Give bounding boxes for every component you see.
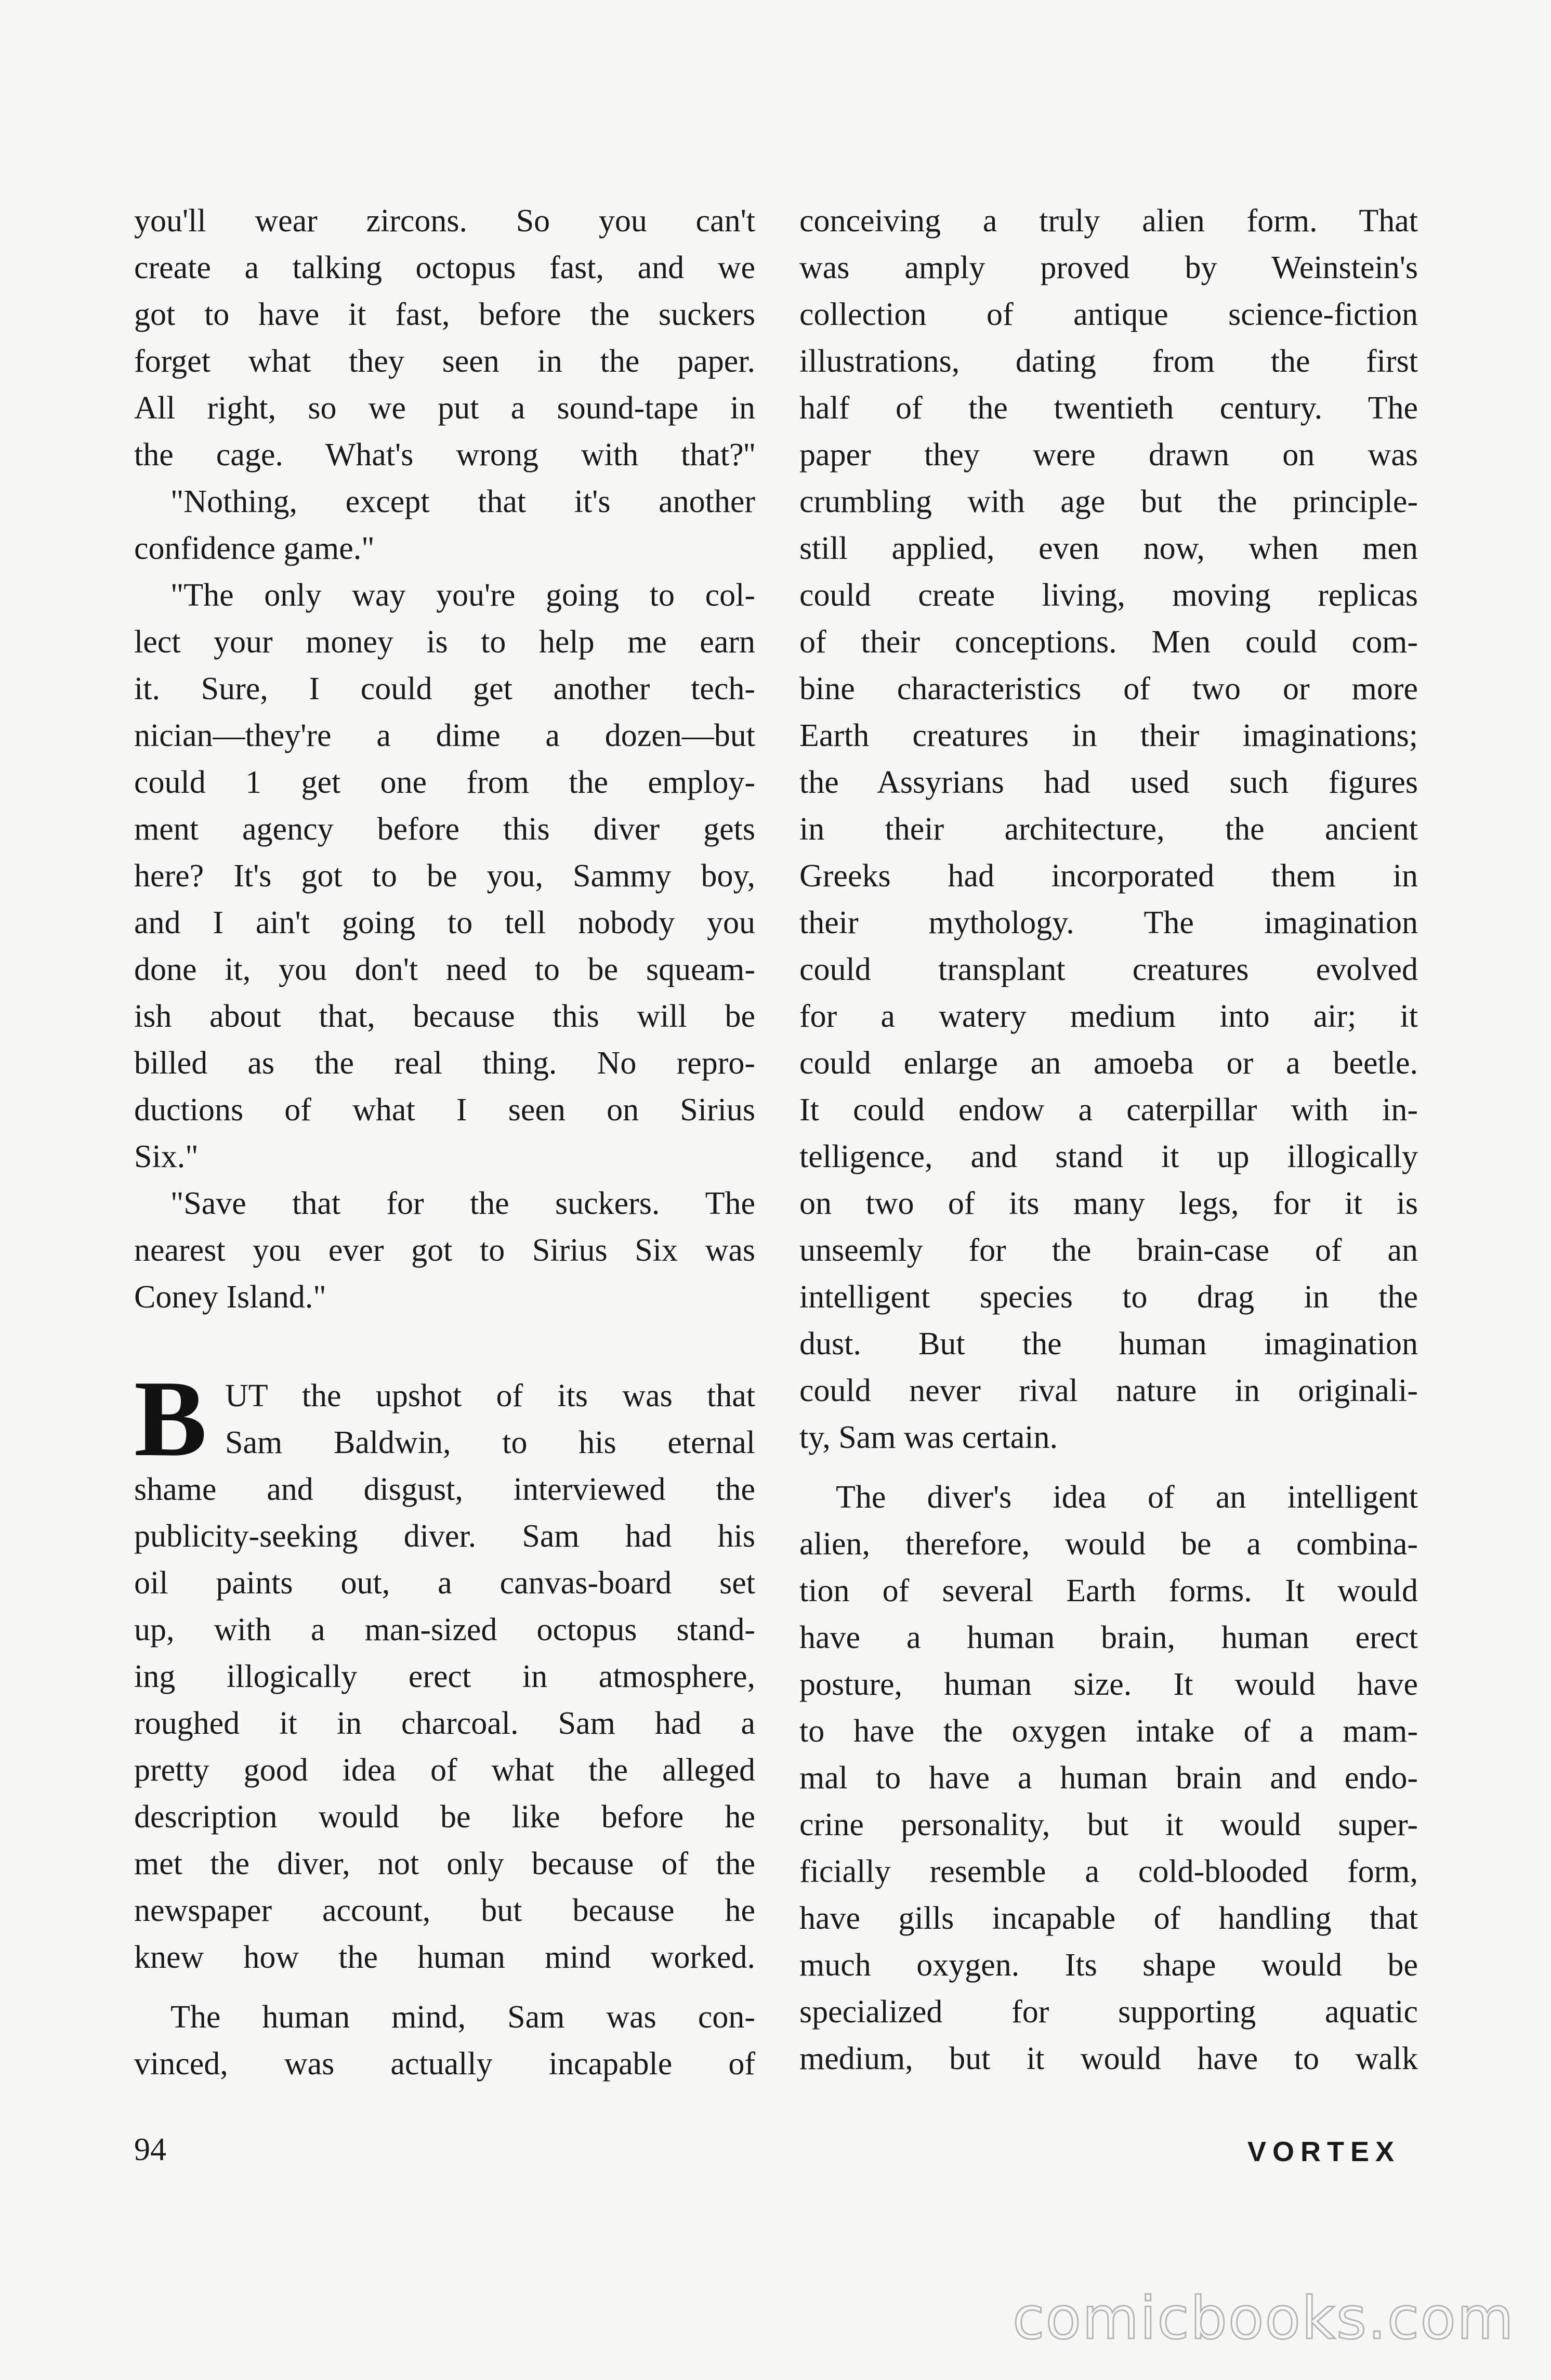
text-line: up, with a man-sized octopus stand- bbox=[134, 1612, 755, 1647]
text-line: intelligent species to drag in the bbox=[799, 1279, 1418, 1315]
text-line: "Nothing, except that it's another bbox=[170, 484, 755, 519]
text-line: dust. But the human imagination bbox=[799, 1326, 1418, 1362]
paragraph bbox=[134, 1994, 755, 2087]
text-line: ficially resemble a cold-blooded form, bbox=[799, 1854, 1418, 1889]
text-line: "The only way you're going to col- bbox=[170, 578, 755, 613]
text-line: have gills incapable of handling that bbox=[799, 1901, 1418, 1936]
text-line: illustrations, dating from the first bbox=[799, 344, 1418, 379]
text-line: the cage. What's wrong with that?'' bbox=[134, 437, 755, 473]
paragraph bbox=[134, 478, 755, 572]
left-column bbox=[134, 198, 755, 2087]
watermark-logo: comicbooks.com bbox=[1012, 2285, 1515, 2352]
text-line: The diver's idea of an intelligent bbox=[836, 1480, 1418, 1515]
text-line: crumbling with age but the principle- bbox=[799, 484, 1418, 519]
text-line: could create living, moving replicas bbox=[799, 578, 1418, 613]
text-line: oil paints out, a canvas-board set bbox=[134, 1565, 755, 1601]
text-line: lect your money is to help me earn bbox=[134, 624, 755, 660]
text-line: unseemly for the brain-case of an bbox=[799, 1233, 1418, 1268]
text-line: bine characteristics of two or more bbox=[799, 671, 1418, 707]
text-line: ductions of what I seen on Sirius bbox=[134, 1092, 755, 1128]
text-line: billed as the real thing. No repro- bbox=[134, 1045, 755, 1081]
paragraph bbox=[134, 572, 755, 1180]
text-line: their mythology. The imagination bbox=[799, 905, 1418, 940]
text-line: It could endow a caterpillar with in- bbox=[799, 1092, 1418, 1128]
text-line: forget what they seen in the paper. bbox=[134, 344, 755, 379]
text-line: ment agency before this diver gets bbox=[134, 812, 755, 847]
text-line: description would be like before he bbox=[134, 1799, 755, 1835]
text-line: shame and disgust, interviewed the bbox=[134, 1472, 755, 1507]
page-number: 94 bbox=[134, 2132, 166, 2167]
text-line: you'll wear zircons. So you can't bbox=[134, 203, 755, 239]
text-line: confidence game." bbox=[134, 531, 375, 566]
paragraph bbox=[134, 198, 755, 478]
text-line: crine personality, but it would super- bbox=[799, 1807, 1418, 1842]
text-line: got to have it fast, before the suckers bbox=[134, 297, 755, 332]
text-line: the Assyrians had used such figures bbox=[799, 765, 1418, 800]
text-line: met the diver, not only because of the bbox=[134, 1846, 755, 1881]
text-line: mal to have a human brain and endo- bbox=[799, 1760, 1418, 1796]
text-line: nician—they're a dime a dozen—but bbox=[134, 718, 755, 753]
magazine-title: VORTEX bbox=[1247, 2136, 1400, 2167]
text-line: create a talking octopus fast, and we bbox=[134, 250, 755, 285]
text-line: alien, therefore, would be a combina- bbox=[799, 1526, 1418, 1562]
text-line: Greeks had incorporated them in bbox=[799, 858, 1418, 894]
text-line: here? It's got to be you, Sammy boy, bbox=[134, 858, 755, 894]
text-line: much oxygen. Its shape would be bbox=[799, 1947, 1418, 1983]
text-line: ty, Sam was certain. bbox=[799, 1420, 1058, 1455]
text-line: ing illogically erect in atmosphere, bbox=[134, 1659, 755, 1694]
text-line: to have the oxygen intake of a mam- bbox=[799, 1714, 1418, 1749]
text-line: Six." bbox=[134, 1139, 199, 1174]
right-column bbox=[799, 198, 1418, 2082]
text-line: done it, you don't need to be squeam- bbox=[134, 952, 755, 987]
text-line: All right, so we put a sound-tape in bbox=[134, 390, 755, 426]
text-line: for a watery medium into air; it bbox=[799, 999, 1418, 1034]
text-line: medium, but it would have to walk bbox=[799, 2041, 1418, 2076]
text-line: Coney Island." bbox=[134, 1279, 326, 1315]
text-line: half of the twentieth century. The bbox=[799, 390, 1418, 426]
text-line: it. Sure, I could get another tech- bbox=[134, 671, 755, 707]
paragraph bbox=[799, 198, 1418, 1461]
text-line: in their architecture, the ancient bbox=[799, 812, 1418, 847]
text-line: have a human brain, human erect bbox=[799, 1620, 1418, 1655]
paragraph bbox=[134, 1180, 755, 1320]
text-line: roughed it in charcoal. Sam had a bbox=[134, 1706, 755, 1741]
paragraph bbox=[799, 1474, 1418, 2082]
text-line: paper they were drawn on was bbox=[799, 437, 1418, 473]
text-line: "Save that for the suckers. The bbox=[170, 1186, 755, 1221]
text-line: could transplant creatures evolved bbox=[799, 952, 1418, 987]
text-line: ish about that, because this will be bbox=[134, 999, 755, 1034]
text-line: newspaper account, but because he bbox=[134, 1893, 755, 1928]
text-line: posture, human size. It would have bbox=[799, 1667, 1418, 1702]
text-line: nearest you ever got to Sirius Six was bbox=[134, 1233, 755, 1268]
text-line: could enlarge an amoeba or a beetle. bbox=[799, 1045, 1418, 1081]
text-line: on two of its many legs, for it is bbox=[799, 1186, 1418, 1221]
text-line: could 1 get one from the employ- bbox=[134, 765, 755, 800]
paragraph bbox=[134, 1358, 755, 1981]
text-line: vinced, was actually incapable of bbox=[134, 2046, 755, 2082]
text-line: of their conceptions. Men could com- bbox=[799, 624, 1418, 660]
text-line: collection of antique science-fiction bbox=[799, 297, 1418, 332]
text-line: was amply proved by Weinstein's bbox=[799, 250, 1418, 285]
text-line: conceiving a truly alien form. That bbox=[799, 203, 1418, 239]
text-line: telligence, and stand it up illogically bbox=[799, 1139, 1418, 1174]
text-line: still applied, even now, when men bbox=[799, 531, 1418, 566]
text-line: publicity-seeking diver. Sam had his bbox=[134, 1519, 755, 1554]
text-line: Earth creatures in their imaginations; bbox=[799, 718, 1418, 753]
text-line: Sam Baldwin, to his eternal bbox=[225, 1425, 755, 1460]
text-line: specialized for supporting aquatic bbox=[799, 1994, 1418, 2030]
drop-cap: B bbox=[134, 1358, 207, 1479]
text-line: tion of several Earth forms. It would bbox=[799, 1573, 1418, 1609]
text-line: The human mind, Sam was con- bbox=[170, 1999, 755, 2035]
text-line: could never rival nature in originali- bbox=[799, 1373, 1418, 1408]
text-line: knew how the human mind worked. bbox=[134, 1940, 755, 1975]
text-line: and I ain't going to tell nobody you bbox=[134, 905, 755, 940]
text-line: UT the upshot of its was that bbox=[225, 1378, 755, 1414]
text-line: pretty good idea of what the alleged bbox=[134, 1753, 755, 1788]
